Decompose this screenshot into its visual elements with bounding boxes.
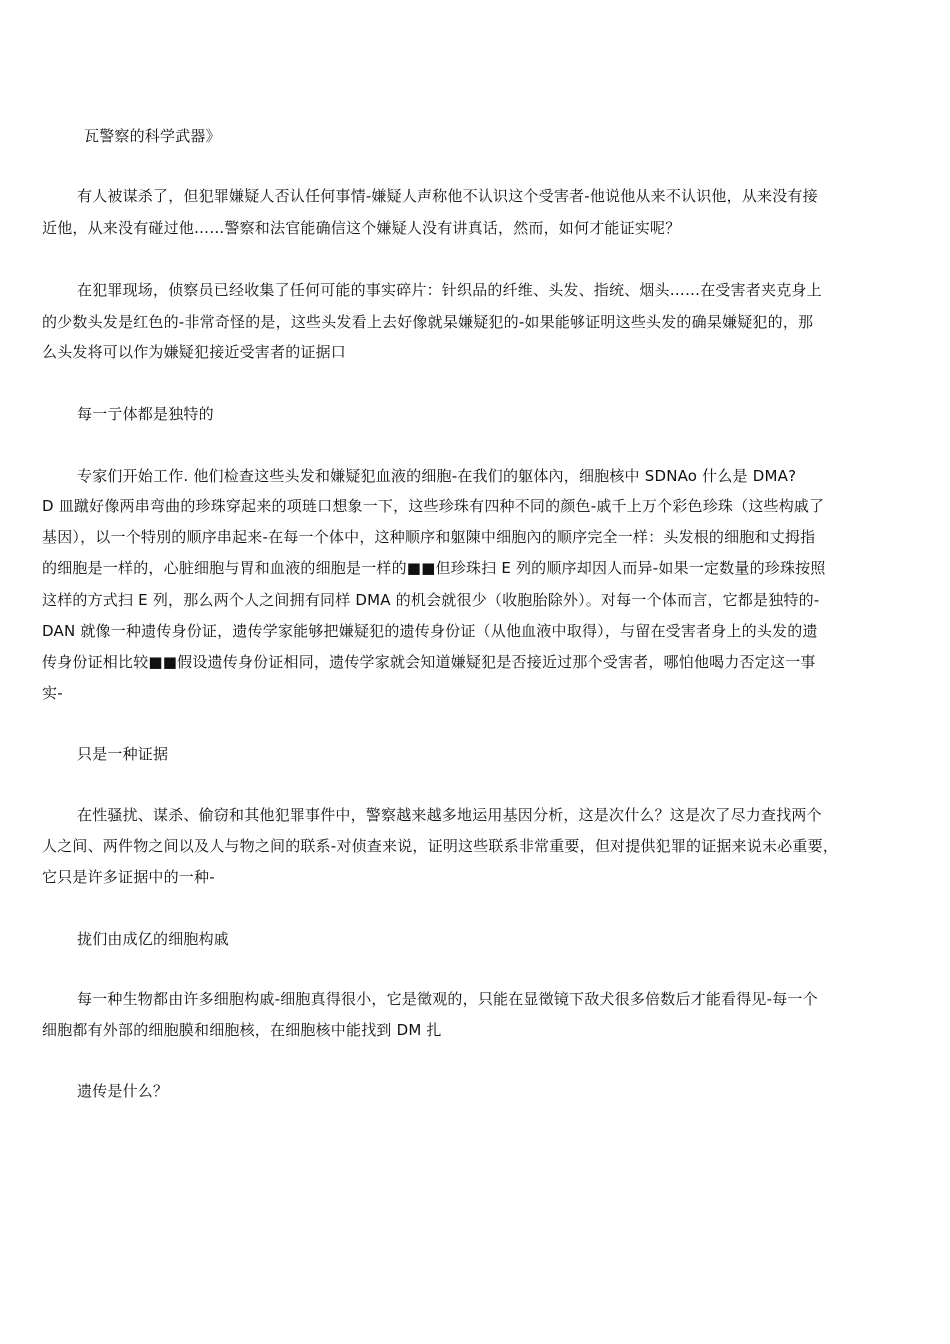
- paragraph-3-line-6: DAN 就像一种遗传身份证，遗传学家能够把嫌疑犯的遗传身份证（从他血液中取得），与留在受害者身上的头发的遗: [42, 622, 818, 640]
- section-heading-heredity: 遗传是什么？: [77, 1082, 169, 1100]
- paragraph-4-line-3: 它只是许多证据中的一种-: [42, 868, 215, 886]
- document-title: 瓦警察的科学武器》: [84, 127, 221, 145]
- paragraph-3-line-8: 实-: [42, 684, 63, 702]
- paragraph-4-line-2: 人之间、两件物之间以及人与物之间的联系-对侦查来说，证明这些联系非常重要，但对提供犯罪的证据来说未必重要，: [42, 837, 839, 855]
- section-heading-unique: 每一亍体都是独特的: [77, 405, 214, 423]
- paragraph-5-line-2: 细胞都有外部的细胞膜和细胞核，在细胞核中能找到 DM 扎: [42, 1021, 442, 1039]
- paragraph-1-line-1: 有人被谋杀了，但犯罪嫌疑人否认任何事情-嫌疑人声称他不认识这个受害者-他说他从来不认识他，从来没有接: [77, 187, 818, 205]
- paragraph-3-line-5: 这样的方式扫 E 列，那么两个人之间拥有同样 DMA 的机会就很少（收胞胎除外）。对每一个体而言，它都是独特的-: [42, 591, 820, 609]
- paragraph-3-line-1: 专家们开始工作. 他们检查这些头发和嫌疑犯血液的细胞-在我们的躯体內，细胞核中 SDNAo 什么是 DMA?: [77, 467, 797, 485]
- paragraph-2-line-2: 的少数头发是红色的-非常奇怪的是，这些头发看上去好像就杲嫌疑犯的-如果能够证明这些头发的确杲嫌疑犯的，那: [42, 313, 814, 331]
- paragraph-2-line-1: 在犯罪现场，侦察员已经收集了任何可能的事实碎片：针织品的纤维、头发、指统、烟头……在受害者夹克身上: [77, 281, 822, 299]
- paragraph-4-line-1: 在性骚扰、谋杀、偷窃和其他犯罪事件中，警察越来越多地运用基因分析，这是次什么？这是次了尽力查找两个: [77, 806, 822, 824]
- section-heading-cells: 拢们由成亿的细胞构戚: [77, 930, 230, 948]
- paragraph-3-line-7: 传身份证相比较■■假设遗传身份证相同，遗传学家就会知道嫌疑犯是否接近过那个受害者，哪怕他喝力否定这一事: [42, 653, 816, 671]
- paragraph-3-line-4: 的细胞是一样的，心脏细胞与胃和血液的细胞是一样的■■但珍珠扫 E 列的顺序却因人而异-如果一定数量的珍珠按照: [42, 559, 826, 577]
- paragraph-5-line-1: 每一种生物都由许多细胞构戚-细胞真得很小，它是徵观的，只能在显徵镜下敌犬很多倍数后才能看得见-每一个: [77, 990, 818, 1008]
- paragraph-1-line-2: 近他，从来没有碰过他……警察和法官能确信这个嫌疑人没有讲真话，然而，如何才能证实呢？: [42, 219, 681, 237]
- section-heading-evidence: 只是一种证据: [77, 745, 169, 763]
- paragraph-3-line-2: D 皿蹴好像两串弯曲的珍珠穿起来的项琏口想象一下，这些珍珠有四种不同的颜色-戚千上万个彩色珍珠（这些构戚了: [42, 497, 825, 515]
- paragraph-2-line-3: 么头发将可以作为嫌疑犯接近受害者的证据口: [42, 343, 347, 361]
- paragraph-3-line-3: 基因），以一个特別的顺序串起来-在每一个体中，这种顺序和躯陳中细胞內的顺序完全一样：头发根的细胞和丈拇指: [42, 528, 816, 546]
